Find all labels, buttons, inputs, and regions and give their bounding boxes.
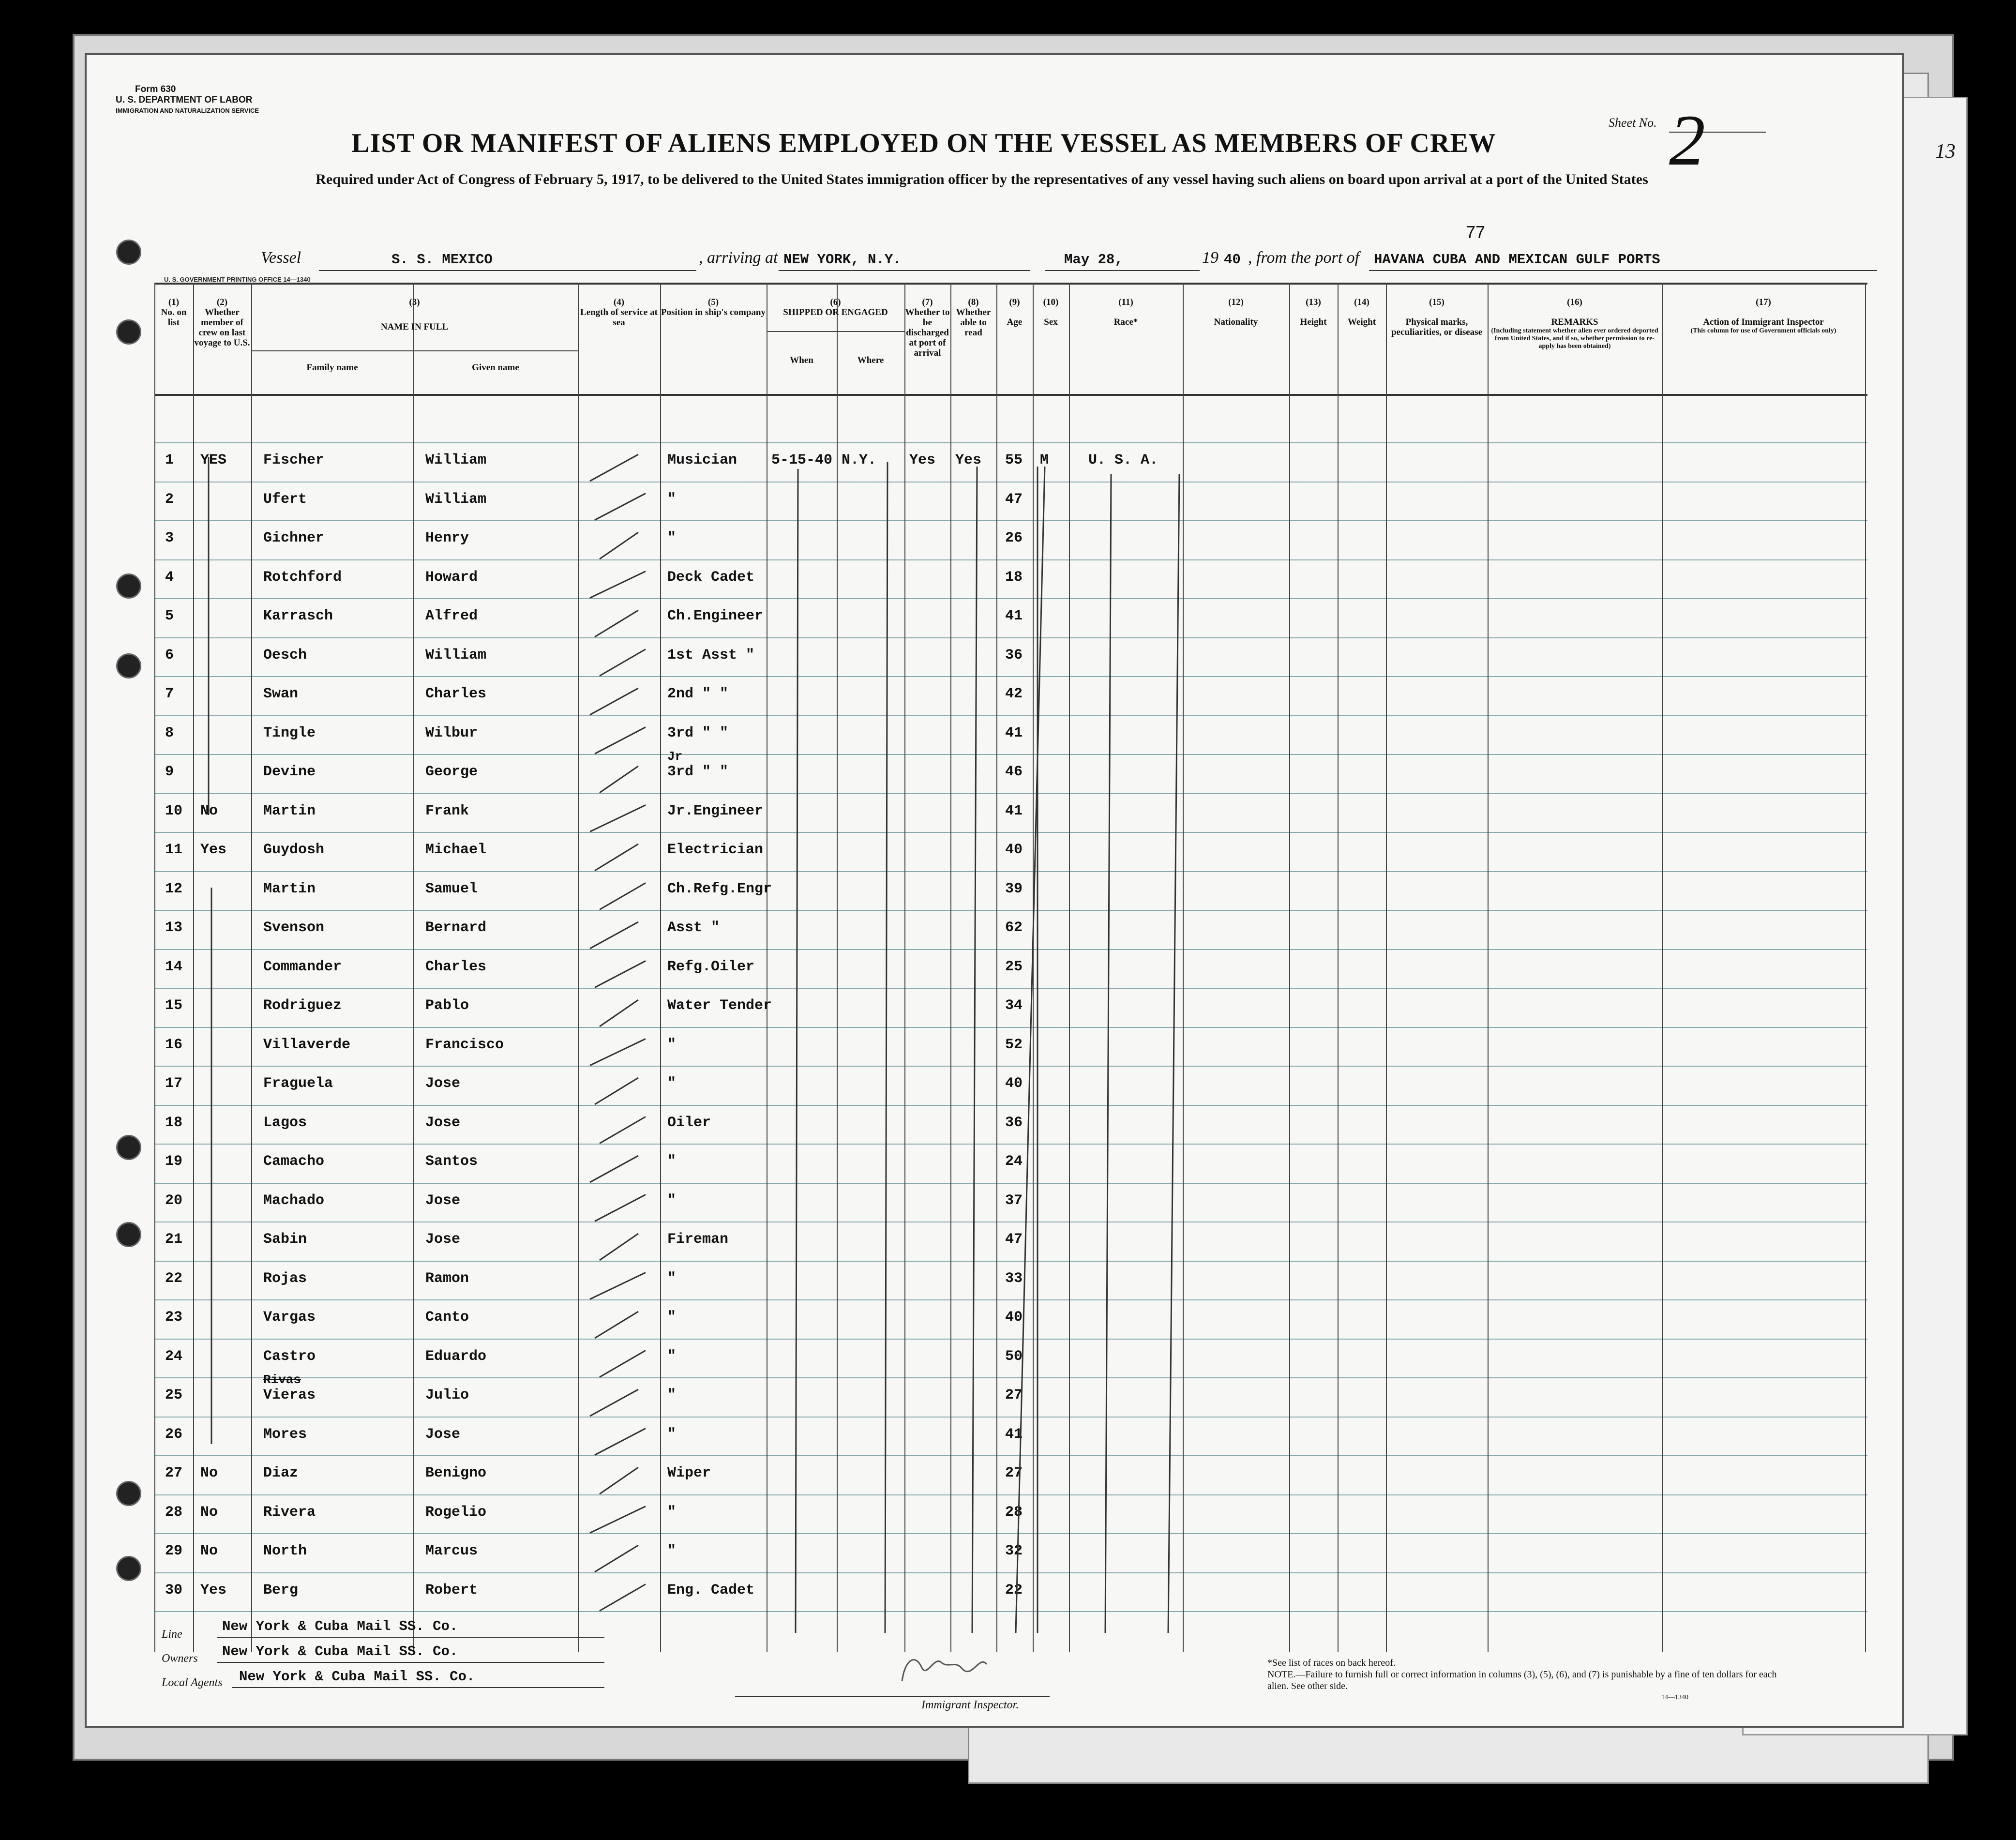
position-cell: " [667, 1426, 677, 1443]
position-cell: Deck Cadet [667, 569, 755, 586]
row-number-cell: 7 [165, 686, 174, 702]
form-identifier [116, 84, 259, 116]
tick-mark [595, 727, 646, 754]
row-number-cell: 6 [165, 647, 174, 664]
row-number-cell: 16 [165, 1036, 183, 1053]
row-number-cell: 1 [165, 452, 174, 468]
row-number-cell: 10 [165, 802, 183, 819]
handwritten-tick-marks [154, 283, 1867, 1652]
prev-voyage-cell: No [200, 1465, 218, 1481]
age-cell: 62 [1005, 920, 1023, 936]
age-cell: 32 [1005, 1543, 1023, 1559]
family-name-cell: Commander [263, 958, 342, 975]
col-name-header: (3) NAME IN FULL [380, 297, 449, 332]
owners-label: Owners [162, 1652, 198, 1665]
family-name-cell: Ufert [263, 491, 307, 508]
binder-hole [116, 573, 141, 599]
family-name-cell: Martin [263, 802, 316, 819]
tick-mark [600, 1234, 638, 1260]
printer-line: U. S. GOVERNMENT PRINTING OFFICE 14—1340 [164, 276, 311, 283]
position-cell: Ch.Engineer [667, 608, 764, 624]
footnote-penalty: NOTE.—Failure to furnish full or correct information in columns (3), (5), (6), and (7) is punishable by a fine of ten dollars for each alien. See other side. [1267, 1669, 1777, 1691]
col-prev-voyage-header: (2) Whether member of crew on last voyage to U.S. [194, 297, 250, 348]
row-number-cell: 17 [165, 1075, 183, 1092]
tick-mark [600, 649, 646, 676]
col-weight-header: (14) Weight [1347, 297, 1376, 327]
position-note: Jr [667, 749, 683, 764]
position-cell: Asst " [667, 920, 720, 936]
col-height-header: (13) Height [1300, 297, 1327, 327]
tick-mark [590, 688, 638, 715]
agents-label: Local Agents [162, 1676, 223, 1689]
row-number-cell: 12 [165, 880, 183, 897]
row-number-cell: 2 [165, 491, 174, 508]
position-cell: Water Tender [667, 997, 772, 1014]
arriving-port: NEW YORK, N.Y. [783, 252, 902, 268]
family-name-cell: Vargas [263, 1309, 316, 1326]
given-name-cell: William [425, 647, 487, 664]
given-name-cell: Francisco [425, 1036, 504, 1053]
age-cell: 41 [1005, 1426, 1023, 1443]
col-remarks-header: (16) REMARKS (Including statement whether alien ever ordered deported from United States, and if so, whether permission to re-apply has been obtained) [1491, 297, 1658, 350]
prev-voyage-cell: Yes [200, 842, 227, 858]
position-cell: 1st Asst " [667, 647, 755, 664]
position-cell: " [667, 1153, 677, 1170]
family-name-cell: Villaverde [263, 1036, 351, 1053]
tick-mark [595, 1078, 638, 1104]
family-name-cell: Fraguela [263, 1075, 333, 1092]
col-where-header: Where [857, 355, 884, 365]
position-cell: " [667, 1348, 677, 1365]
tick-mark [600, 766, 638, 793]
position-cell: 3rd " " [667, 724, 729, 741]
given-name-cell: Canto [425, 1309, 469, 1326]
position-cell: Musician [667, 452, 737, 468]
inspector-signature [817, 1643, 1059, 1696]
family-name-cell: Swan [263, 686, 299, 702]
binder-hole [116, 1135, 141, 1160]
col-race-header: (11) Race* [1113, 297, 1138, 327]
tick-mark [590, 1507, 646, 1533]
col-position-header: (5) Position in ship's company [661, 297, 766, 317]
row-number-cell: 19 [165, 1153, 183, 1170]
given-name-cell: William [425, 491, 487, 508]
age-cell: 50 [1005, 1348, 1023, 1365]
line-label: Line [162, 1628, 182, 1641]
given-name-cell: Samuel [425, 880, 478, 897]
tick-mark [590, 805, 646, 832]
discharge-cell: Yes [909, 452, 936, 468]
position-cell: " [667, 491, 677, 508]
col-read-header: (8) Whether able to read [956, 297, 991, 338]
prev-voyage-cell: No [200, 1504, 218, 1521]
margin-number: 13 [1935, 140, 1956, 163]
vessel-line [261, 249, 1877, 273]
footnote-code: 14—1340 [1661, 1694, 1688, 1701]
col-shipped-header: (6) SHIPPED OR ENGAGED [783, 297, 888, 317]
age-cell: 24 [1005, 1153, 1023, 1170]
tick-mark [590, 1039, 646, 1066]
vessel-label: Vessel [261, 249, 301, 267]
given-name-cell: Jose [425, 1192, 461, 1209]
position-cell: 3rd " " [667, 764, 729, 780]
age-cell: 27 [1005, 1387, 1023, 1403]
position-cell: Refg.Oiler [667, 958, 755, 975]
family-name-cell: Rodriguez [263, 997, 342, 1014]
age-cell: 41 [1005, 724, 1023, 741]
age-cell: 46 [1005, 764, 1023, 780]
tick-mark [600, 883, 646, 910]
col-discharge-header: (7) Whether to be discharged at port of arrival [905, 297, 950, 358]
given-name-cell: Benigno [425, 1465, 487, 1481]
year: 40 [1224, 252, 1241, 268]
prev-voyage-cell: Yes [200, 1582, 227, 1599]
inspector-label: Immigrant Inspector. [921, 1699, 1019, 1711]
row-number-cell: 30 [165, 1582, 183, 1599]
binder-hole [116, 1481, 141, 1506]
age-cell: 28 [1005, 1504, 1023, 1521]
family-name-cell: Gichner [263, 530, 325, 546]
age-cell: 41 [1005, 608, 1023, 624]
row-number-cell: 3 [165, 530, 174, 546]
col-no-header: (1) No. on list [161, 297, 187, 328]
age-cell: 36 [1005, 1114, 1023, 1131]
age-cell: 34 [1005, 997, 1023, 1014]
row-number-cell: 14 [165, 958, 183, 975]
row-number-cell: 29 [165, 1543, 183, 1559]
tick-mark [595, 1429, 646, 1455]
age-cell: 22 [1005, 1582, 1023, 1599]
row-number-cell: 28 [165, 1504, 183, 1521]
given-name-cell: George [425, 764, 478, 780]
age-cell: 47 [1005, 491, 1023, 508]
prev-voyage-cell: YES [200, 452, 227, 468]
arriving-label: , arriving at [699, 249, 778, 267]
age-cell: 40 [1005, 1309, 1023, 1326]
age-cell: 47 [1005, 1231, 1023, 1248]
row-number-cell: 27 [165, 1465, 183, 1481]
age-cell: 33 [1005, 1270, 1023, 1287]
binder-hole [116, 240, 141, 265]
row-number-cell: 9 [165, 764, 174, 780]
position-cell: " [667, 1543, 677, 1559]
given-name-cell: Frank [425, 802, 469, 819]
family-name-cell: Lagos [263, 1114, 307, 1131]
tick-mark [590, 922, 638, 949]
age-cell: 37 [1005, 1192, 1023, 1209]
age-cell: 18 [1005, 569, 1023, 586]
family-name-cell: North [263, 1543, 307, 1559]
age-cell: 26 [1005, 530, 1023, 546]
tick-mark [600, 1117, 646, 1144]
row-number-cell: 23 [165, 1309, 183, 1326]
crew-count: 77 [1466, 222, 1486, 242]
row-number-cell: 21 [165, 1231, 183, 1248]
able-to-read-cell: Yes [955, 452, 982, 468]
position-cell: " [667, 1036, 677, 1053]
tick-mark [590, 1156, 638, 1182]
family-name-cell: Oesch [263, 647, 307, 664]
sex-cell: M [1040, 452, 1049, 468]
given-name-cell: Santos [425, 1153, 478, 1170]
manifest-sheet [85, 53, 1956, 1728]
tick-mark [595, 844, 638, 871]
age-cell: 52 [1005, 1036, 1023, 1053]
family-name-cell: Svenson [263, 920, 325, 936]
position-cell: Oiler [667, 1114, 711, 1131]
form-number: Form 630 [135, 84, 176, 94]
given-name-cell: Bernard [425, 920, 487, 936]
position-cell: " [667, 1504, 677, 1521]
tick-mark [590, 1389, 638, 1416]
row-number-cell: 26 [165, 1426, 183, 1443]
tick-mark [595, 1195, 646, 1222]
given-name-cell: Jose [425, 1426, 461, 1443]
given-name-cell: Jose [425, 1114, 461, 1131]
tick-mark [600, 532, 638, 559]
col-given-name-header: Given name [472, 362, 519, 373]
department-name: U. S. DEPARTMENT OF LABOR [116, 95, 253, 105]
col-age-header: (9) Age [1007, 297, 1023, 327]
age-cell: 42 [1005, 686, 1023, 702]
footnote-races: *See list of races on back hereof. [1267, 1658, 1396, 1668]
row-number-cell: 18 [165, 1114, 183, 1131]
row-number-cell: 4 [165, 569, 174, 586]
page-title: LIST OR MANIFEST OF ALIENS EMPLOYED ON THE VESSEL AS MEMBERS OF CREW [351, 128, 1496, 158]
position-cell: Jr.Engineer [667, 802, 764, 819]
row-number-cell: 5 [165, 608, 174, 624]
row-number-cell: 8 [165, 724, 174, 741]
arrival-date: May 28, [1064, 252, 1123, 268]
agents-value: New York & Cuba Mail SS. Co. [239, 1669, 475, 1685]
struck-family-name: Rivas [263, 1372, 301, 1387]
tick-mark [600, 1000, 638, 1026]
line-value: New York & Cuba Mail SS. Co. [222, 1618, 458, 1634]
given-name-cell: Charles [425, 686, 487, 702]
age-cell: 25 [1005, 958, 1023, 975]
row-number-cell: 11 [165, 842, 183, 858]
family-name-cell: Mores [263, 1426, 307, 1443]
prev-voyage-cell: No [200, 1543, 218, 1559]
age-cell: 27 [1005, 1465, 1023, 1481]
given-name-cell: Michael [425, 842, 487, 858]
position-cell: " [667, 1192, 677, 1209]
family-name-cell: Tingle [263, 724, 316, 741]
crew-table [154, 283, 1867, 1652]
position-cell: " [667, 1309, 677, 1326]
sheet-number: 2 [1669, 100, 1705, 181]
family-name-cell: Devine [263, 764, 316, 780]
binder-hole [116, 1222, 141, 1247]
family-name-cell: Diaz [263, 1465, 299, 1481]
row-number-cell: 15 [165, 997, 183, 1014]
age-cell: 41 [1005, 802, 1023, 819]
given-name-cell: William [425, 452, 487, 468]
tick-mark [600, 1467, 638, 1494]
given-name-cell: Rogelio [425, 1504, 487, 1521]
tick-mark [590, 572, 646, 598]
position-cell: 2nd " " [667, 686, 729, 702]
row-number-cell: 25 [165, 1387, 183, 1403]
given-name-cell: Jose [425, 1231, 461, 1248]
age-cell: 40 [1005, 1075, 1023, 1092]
tick-mark [600, 1584, 646, 1611]
sheet-number-label: Sheet No. [1609, 116, 1657, 130]
tick-mark [595, 1312, 638, 1338]
family-name-cell: Camacho [263, 1153, 325, 1170]
col-physical-marks-header: (15) Physical marks, peculiarities, or disease [1391, 297, 1483, 337]
shipped-where-cell: N.Y. [842, 452, 877, 468]
tick-mark [595, 961, 646, 988]
given-name-cell: Robert [425, 1582, 478, 1599]
given-name-cell: Charles [425, 958, 487, 975]
tick-mark [590, 1273, 646, 1299]
family-name-cell: Berg [263, 1582, 299, 1599]
col-when-header: When [790, 355, 813, 365]
family-name-cell: Castro [263, 1348, 316, 1365]
departure-ports: HAVANA CUBA AND MEXICAN GULF PORTS [1374, 252, 1660, 268]
row-number-cell: 22 [165, 1270, 183, 1287]
family-name-cell: Guydosh [263, 842, 325, 858]
binder-hole [116, 1556, 141, 1581]
col-inspector-header: (17) Action of Immigrant Inspector (This column for use of Government officials only) [1690, 297, 1836, 334]
position-cell: " [667, 1387, 677, 1403]
col-sex-header: (10) Sex [1043, 297, 1059, 327]
shipped-when-cell: 5-15-40 [771, 452, 833, 468]
from-label: , from the port of [1248, 249, 1360, 267]
given-name-cell: Eduardo [425, 1348, 487, 1365]
position-cell: " [667, 1270, 677, 1287]
position-cell: Wiper [667, 1465, 711, 1481]
race-cell: U. S. A. [1088, 452, 1158, 468]
age-cell: 40 [1005, 842, 1023, 858]
age-cell: 55 [1005, 452, 1023, 468]
vessel-name: S. S. MEXICO [391, 252, 493, 268]
family-name-cell: Rojas [263, 1270, 307, 1287]
col-service-header: (4) Length of service at sea [580, 297, 658, 328]
given-name-cell: Jose [425, 1075, 461, 1092]
col-nationality-header: (12) Nationality [1214, 297, 1258, 327]
binder-hole [116, 319, 141, 345]
family-name-cell: Rotchford [263, 569, 342, 586]
family-name-cell: Machado [263, 1192, 325, 1209]
position-cell: Fireman [667, 1231, 729, 1248]
position-cell: " [667, 1075, 677, 1092]
position-cell: Ch.Refg.Engr [667, 880, 772, 897]
owners-value: New York & Cuba Mail SS. Co. [222, 1644, 458, 1659]
family-name-cell: Sabin [263, 1231, 307, 1248]
position-cell: Eng. Cadet [667, 1582, 755, 1599]
footnote [1267, 1657, 1800, 1704]
tick-mark [590, 454, 638, 481]
age-cell: 39 [1005, 880, 1023, 897]
binder-hole [116, 653, 141, 679]
tick-mark [595, 1545, 638, 1572]
family-name-cell: Fischer [263, 452, 325, 468]
service-name: IMMIGRATION AND NATURALIZATION SERVICE [116, 107, 259, 114]
row-number-cell: 13 [165, 920, 183, 936]
given-name-cell: Pablo [425, 997, 469, 1014]
given-name-cell: Julio [425, 1387, 469, 1403]
prev-voyage-cell: No [200, 802, 218, 819]
tick-mark [595, 494, 646, 520]
tick-mark [595, 610, 638, 637]
position-cell: " [667, 530, 677, 546]
given-name-cell: Wilbur [425, 724, 478, 741]
given-name-cell: Marcus [425, 1543, 478, 1559]
position-cell: Electrician [667, 842, 764, 858]
given-name-cell: Ramon [425, 1270, 469, 1287]
row-number-cell: 20 [165, 1192, 183, 1209]
given-name-cell: Howard [425, 569, 478, 586]
family-name-cell: Karrasch [263, 608, 333, 624]
tick-mark [600, 1351, 646, 1377]
family-name-cell: Martin [263, 880, 316, 897]
given-name-cell: Henry [425, 530, 469, 546]
row-number-cell: 24 [165, 1348, 183, 1365]
family-name-cell: Vieras [263, 1387, 316, 1403]
family-name-cell: Rivera [263, 1504, 316, 1521]
age-cell: 36 [1005, 647, 1023, 664]
col-family-name-header: Family name [306, 362, 358, 373]
year-prefix: 19 [1202, 249, 1219, 267]
page-subtitle: Required under Act of Congress of February 5, 1917, to be delivered to the United States immigration officer by the representatives of any vessel having such aliens on board upon arrival at a port of the United States [316, 171, 1648, 187]
given-name-cell: Alfred [425, 608, 478, 624]
